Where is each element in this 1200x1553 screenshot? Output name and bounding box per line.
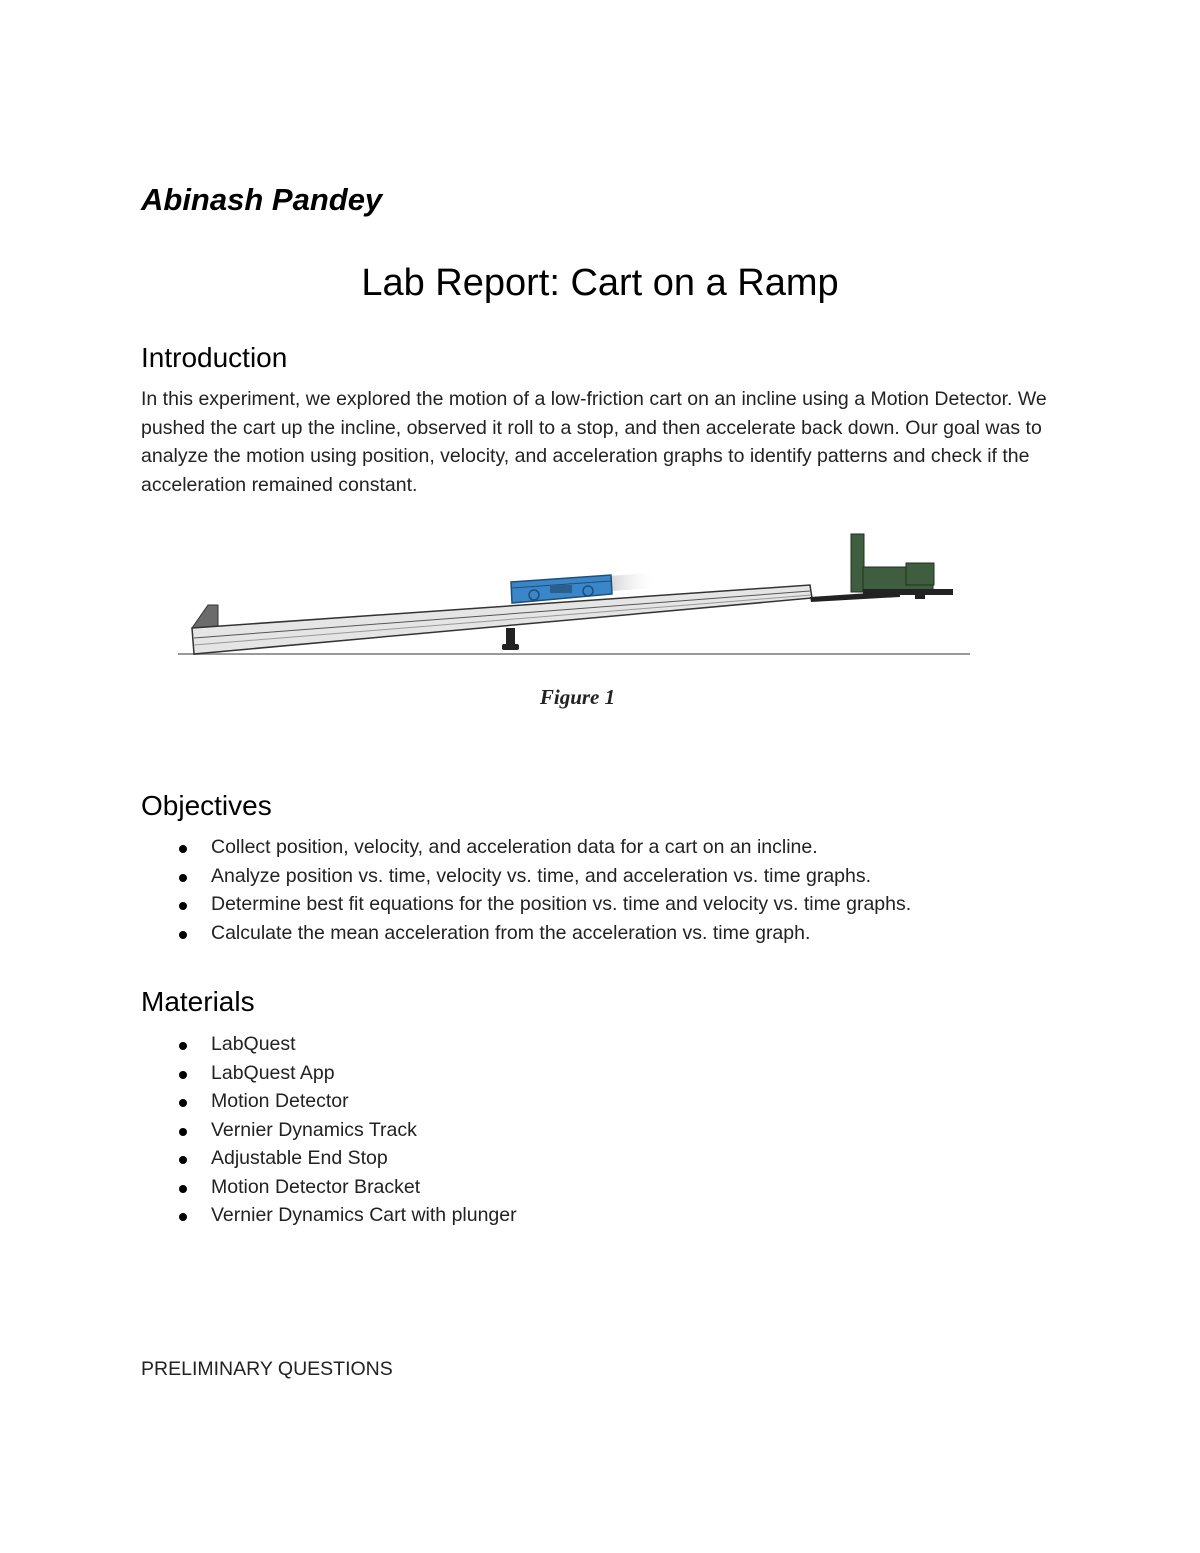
list-item: Calculate the mean acceleration from the acceleration vs. time graph. bbox=[141, 919, 911, 948]
introduction-text: In this experiment, we explored the motion of a low-friction cart on an incline using a Motion Detector. We pushed the cart up the incline, observed it roll to a stop, and then accelerate back down. Our goal was to analyze the motion using position, velocity, and acceleration graphs to identify patterns and check if the acceleration remained constant. bbox=[141, 388, 1047, 496]
list-item: Vernier Dynamics Cart with plunger bbox=[141, 1201, 517, 1230]
figure-caption: Figure 1 bbox=[539, 685, 616, 709]
list-item: Determine best fit equations for the position vs. time and velocity vs. time graphs. bbox=[141, 890, 911, 919]
preliminary-questions-heading: PRELIMINARY QUESTIONS bbox=[141, 1358, 393, 1380]
list-item: Motion Detector bbox=[141, 1087, 517, 1116]
list-item: Adjustable End Stop bbox=[141, 1144, 517, 1173]
list-item: Vernier Dynamics Track bbox=[141, 1116, 517, 1145]
list-item: LabQuest bbox=[141, 1030, 517, 1059]
detector-back-plate bbox=[851, 534, 864, 592]
objectives-heading: Objectives bbox=[141, 790, 272, 821]
report-title: Lab Report: Cart on a Ramp bbox=[361, 262, 839, 304]
materials-heading: Materials bbox=[141, 986, 255, 1017]
author-name: Abinash Pandey bbox=[141, 182, 383, 217]
introduction-heading: Introduction bbox=[141, 342, 288, 373]
end-stop bbox=[192, 605, 218, 628]
cart-motion-blur bbox=[610, 572, 658, 591]
list-item: Collect position, velocity, and acceleration data for a cart on an incline. bbox=[141, 833, 911, 862]
objectives-list bbox=[141, 833, 911, 947]
list-item: Motion Detector Bracket bbox=[141, 1173, 517, 1202]
list-item: Analyze position vs. time, velocity vs. time, and acceleration vs. time graphs. bbox=[141, 862, 911, 891]
support-post bbox=[506, 628, 515, 646]
list-item: LabQuest App bbox=[141, 1059, 517, 1088]
support-foot bbox=[502, 644, 519, 650]
materials-list bbox=[141, 1030, 517, 1230]
cart-on-ramp-figure bbox=[170, 525, 980, 665]
track bbox=[192, 585, 812, 654]
